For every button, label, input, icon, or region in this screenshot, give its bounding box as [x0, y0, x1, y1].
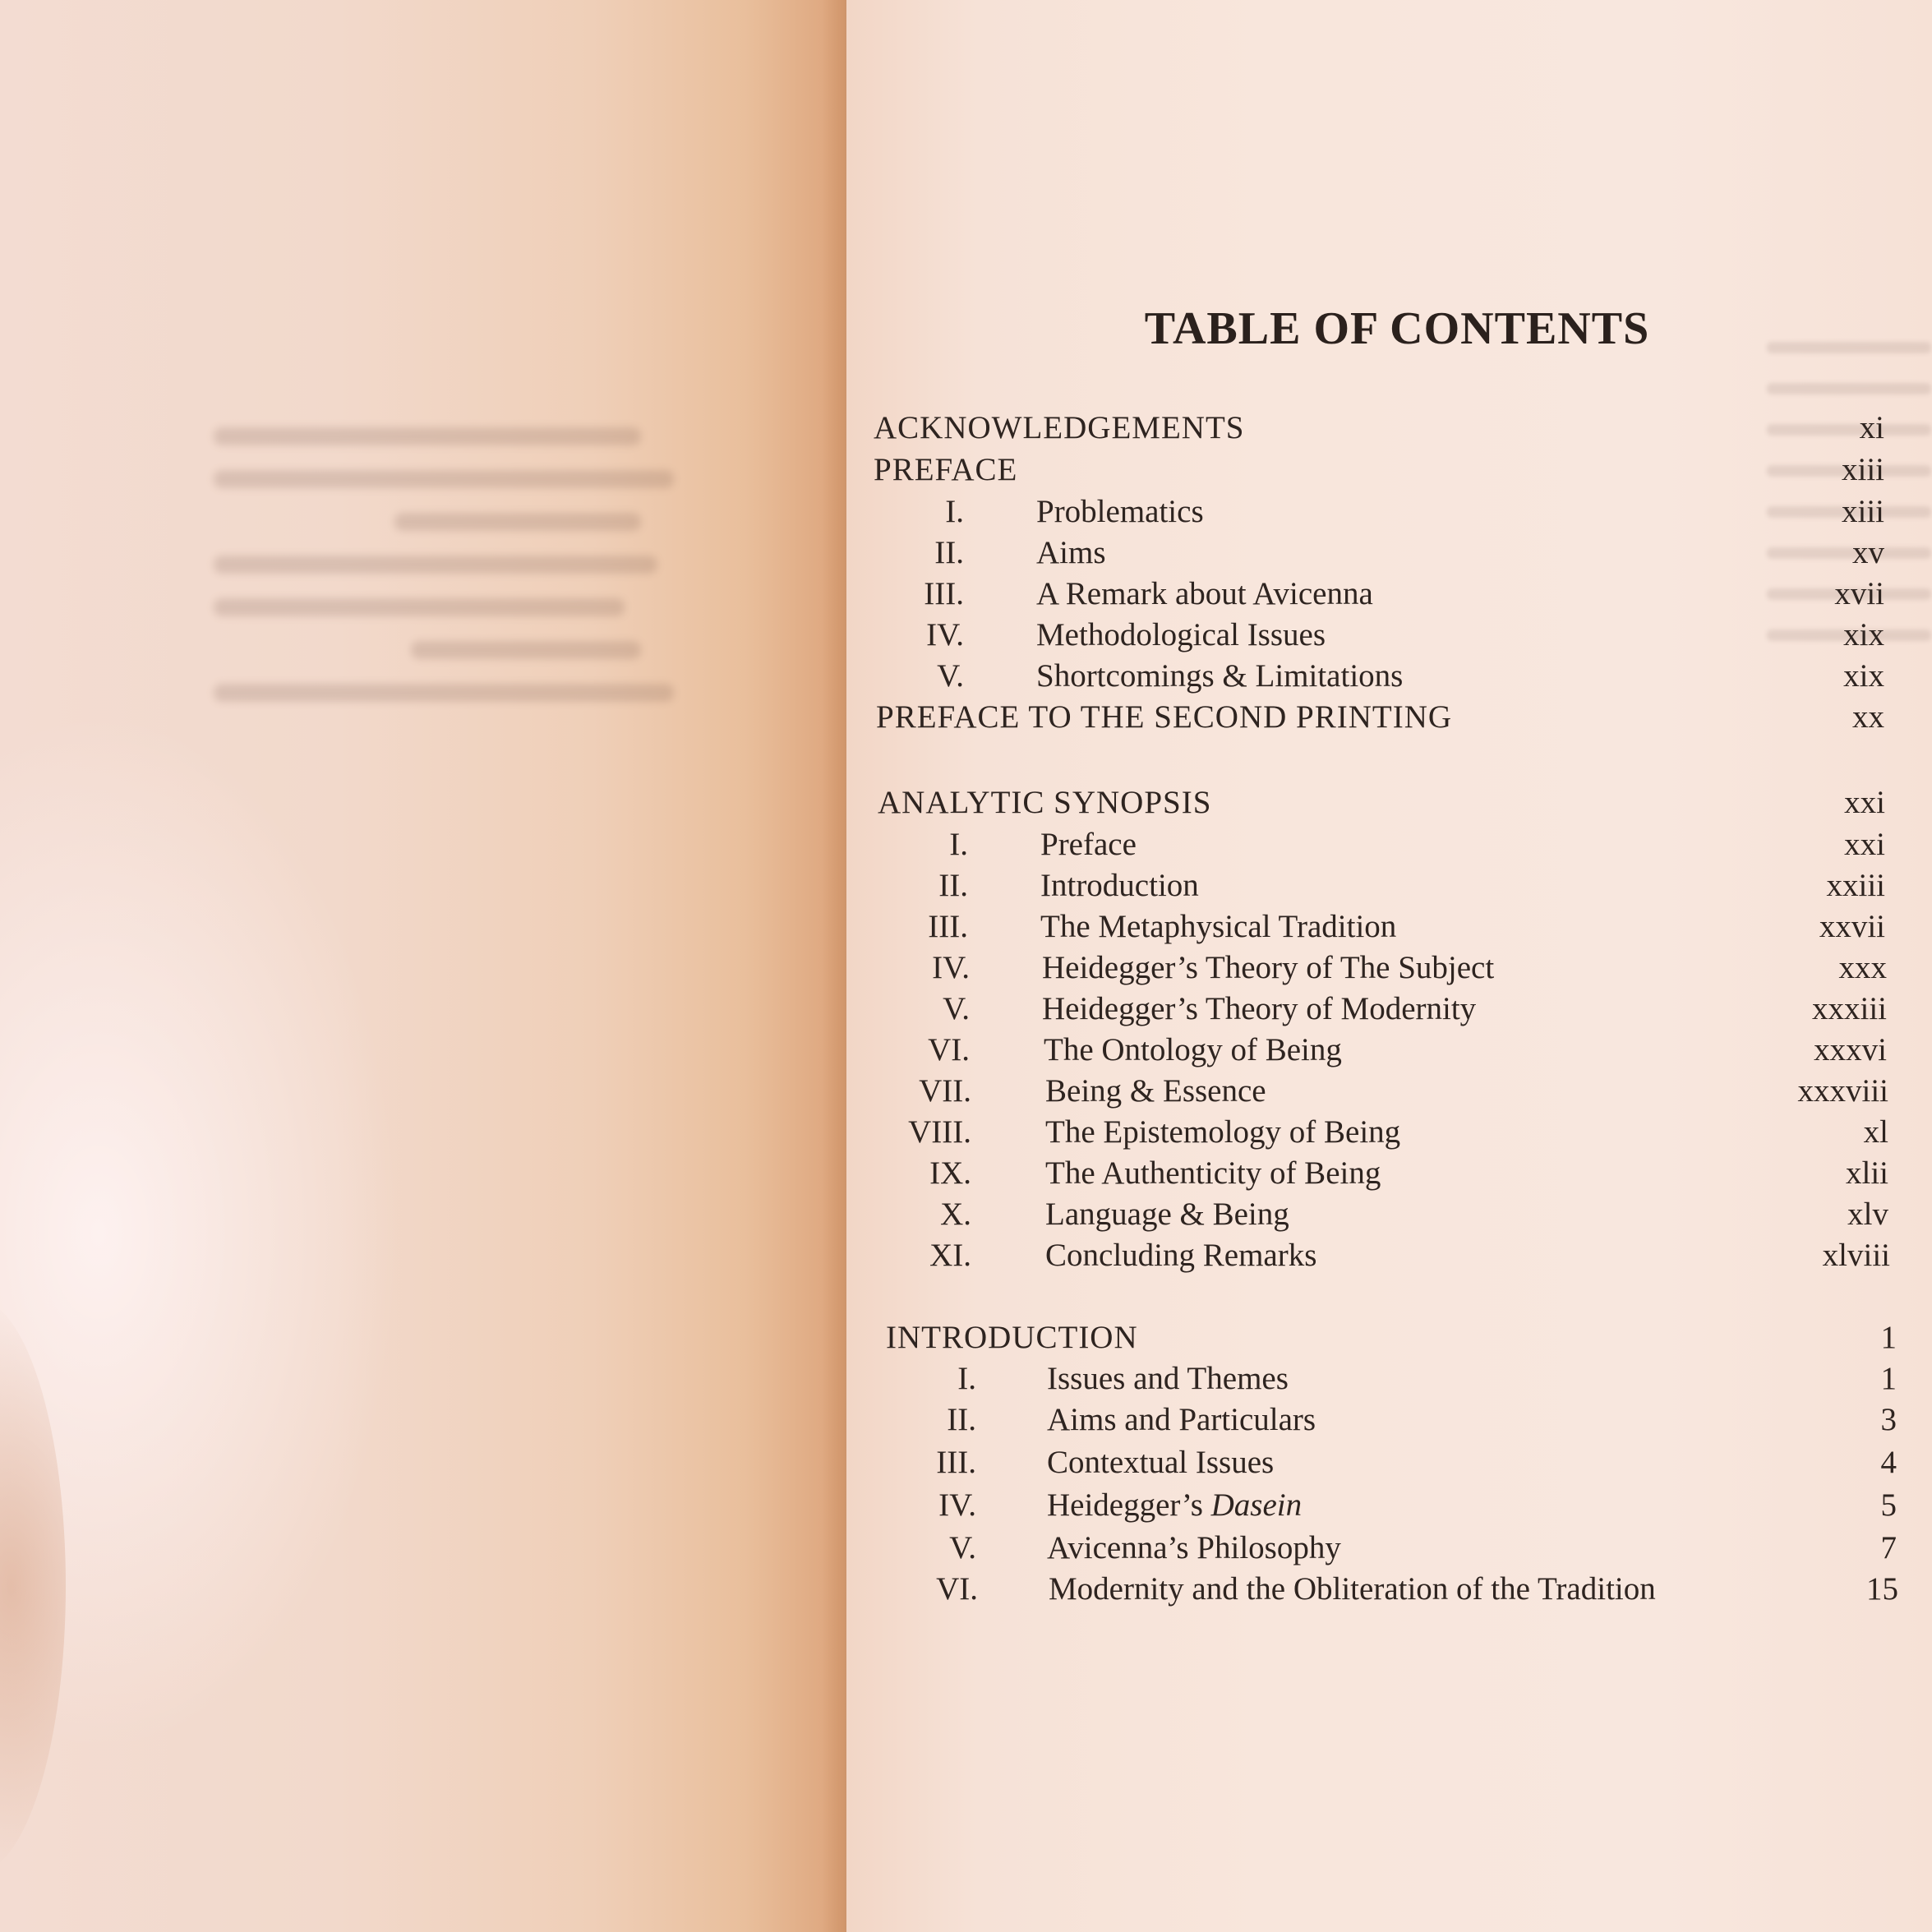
- item-numeral: III.: [936, 1445, 976, 1480]
- table-of-contents: [846, 0, 1932, 1932]
- item-label: Aims and Particulars: [1047, 1402, 1316, 1437]
- page-number: xxiii: [1826, 868, 1885, 903]
- item-label: The Authenticity of Being: [1045, 1155, 1381, 1191]
- item-label: Language & Being: [1045, 1197, 1289, 1232]
- finger-shadow: [0, 1298, 66, 1874]
- item-numeral: III.: [924, 576, 964, 611]
- item-label: Heidegger’s Theory of Modernity: [1042, 991, 1477, 1026]
- toc-item: [881, 1195, 1892, 1234]
- item-numeral: XI.: [929, 1238, 971, 1273]
- page-number: xvii: [1834, 576, 1884, 611]
- section-label: PREFACE TO THE SECOND PRINTING: [876, 699, 1453, 735]
- toc-item: [879, 989, 1890, 1029]
- page-number: 1: [1880, 1320, 1897, 1355]
- item-numeral: III.: [928, 909, 968, 944]
- page-number: xi: [1859, 410, 1884, 445]
- toc-item: [881, 1072, 1892, 1111]
- toc-item: [878, 907, 1888, 947]
- page-number: xxi: [1844, 785, 1885, 820]
- item-label: Preface: [1040, 827, 1137, 862]
- page-number: xlviii: [1822, 1238, 1890, 1273]
- item-label: Shortcomings & Limitations: [1036, 658, 1404, 694]
- item-numeral: X.: [940, 1197, 971, 1232]
- page-number: 15: [1866, 1571, 1898, 1607]
- page-number: xlii: [1845, 1155, 1888, 1191]
- toc-item: [881, 1236, 1892, 1275]
- page-number: xiii: [1841, 494, 1884, 529]
- toc-section: [874, 408, 1884, 448]
- page-number: 3: [1880, 1402, 1897, 1437]
- toc-item: [881, 1113, 1892, 1152]
- item-label: Modernity and the Obliteration of the Tradition: [1049, 1571, 1656, 1607]
- item-numeral: II.: [934, 535, 964, 570]
- toc-item: [878, 825, 1888, 865]
- left-page: [0, 0, 846, 1932]
- item-label-prefix: Heidegger’s: [1047, 1487, 1211, 1523]
- item-numeral: V.: [949, 1530, 976, 1565]
- item-numeral: IX.: [929, 1155, 971, 1191]
- item-label: Methodological Issues: [1036, 617, 1326, 652]
- item-numeral: I.: [957, 1361, 976, 1396]
- item-numeral: VIII.: [908, 1114, 971, 1150]
- item-label: Heidegger’s Theory of The Subject: [1042, 950, 1495, 985]
- item-numeral: IV.: [938, 1487, 976, 1523]
- page-number: 4: [1880, 1445, 1897, 1480]
- item-numeral: VI.: [936, 1571, 978, 1607]
- page-number: xxx: [1838, 950, 1887, 985]
- page-number: xv: [1852, 535, 1884, 570]
- page-number: 7: [1880, 1530, 1897, 1565]
- toc-section: [878, 783, 1888, 823]
- item-numeral: V.: [937, 658, 964, 694]
- section-label: ACKNOWLEDGEMENTS: [874, 410, 1245, 445]
- toc-item: [886, 1486, 1897, 1525]
- item-label: [1047, 1486, 1302, 1525]
- toc-title: TABLE OF CONTENTS: [1144, 303, 1650, 354]
- toc-item: [879, 948, 1890, 988]
- item-label: The Ontology of Being: [1044, 1032, 1342, 1067]
- item-label: Avicenna’s Philosophy: [1047, 1530, 1341, 1565]
- toc-item: [888, 1570, 1898, 1609]
- toc-item: [879, 1031, 1890, 1070]
- toc-item: [886, 1443, 1897, 1482]
- toc-item: [874, 492, 1884, 532]
- section-label: INTRODUCTION: [886, 1320, 1138, 1355]
- page-number: xlv: [1847, 1197, 1888, 1232]
- toc-section: [874, 450, 1884, 490]
- toc-item: [874, 616, 1884, 655]
- item-numeral: VI.: [928, 1032, 970, 1067]
- toc-item: [886, 1529, 1897, 1568]
- page-number: 5: [1880, 1487, 1897, 1523]
- toc-item: [886, 1359, 1897, 1399]
- item-label-italic: Dasein: [1210, 1487, 1303, 1523]
- left-page-blurred-text: [148, 296, 740, 726]
- page-number: xix: [1843, 658, 1884, 694]
- toc-item: [881, 1154, 1892, 1193]
- toc-item: [874, 533, 1884, 573]
- item-numeral: II.: [947, 1402, 976, 1437]
- item-label: A Remark about Avicenna: [1036, 576, 1373, 611]
- right-page: [846, 0, 1932, 1932]
- item-label: Aims: [1036, 535, 1106, 570]
- page-number: xxi: [1844, 827, 1885, 862]
- page-number: xix: [1843, 617, 1884, 652]
- toc-item: [878, 866, 1888, 906]
- page-number: xxxviii: [1797, 1073, 1888, 1109]
- toc-section: [876, 698, 1887, 737]
- page-number: xiii: [1841, 452, 1884, 487]
- item-label: Introduction: [1040, 868, 1199, 903]
- item-label: The Metaphysical Tradition: [1040, 909, 1397, 944]
- item-numeral: II.: [938, 868, 968, 903]
- item-label: The Epistemology of Being: [1045, 1114, 1401, 1150]
- page-number: xxxvi: [1814, 1032, 1887, 1067]
- page-number: xl: [1863, 1114, 1888, 1150]
- section-label: ANALYTIC SYNOPSIS: [878, 785, 1212, 820]
- item-numeral: I.: [949, 827, 968, 862]
- item-numeral: IV.: [926, 617, 964, 652]
- toc-item: [874, 657, 1884, 696]
- item-numeral: V.: [943, 991, 970, 1026]
- item-label: Issues and Themes: [1047, 1361, 1289, 1396]
- toc-section: [886, 1318, 1897, 1358]
- page-number: xxvii: [1819, 909, 1885, 944]
- page-number: xx: [1852, 699, 1884, 735]
- item-label: Contextual Issues: [1047, 1445, 1275, 1480]
- section-label: PREFACE: [874, 452, 1018, 487]
- item-label: Concluding Remarks: [1045, 1238, 1317, 1273]
- item-numeral: VII.: [919, 1073, 971, 1109]
- page-number: xxxiii: [1811, 991, 1887, 1026]
- item-numeral: I.: [945, 494, 964, 529]
- item-numeral: IV.: [932, 950, 970, 985]
- item-label: Problematics: [1036, 494, 1204, 529]
- page-number: 1: [1880, 1361, 1897, 1396]
- item-label: Being & Essence: [1045, 1073, 1266, 1109]
- toc-item: [886, 1400, 1897, 1440]
- toc-item: [874, 574, 1884, 614]
